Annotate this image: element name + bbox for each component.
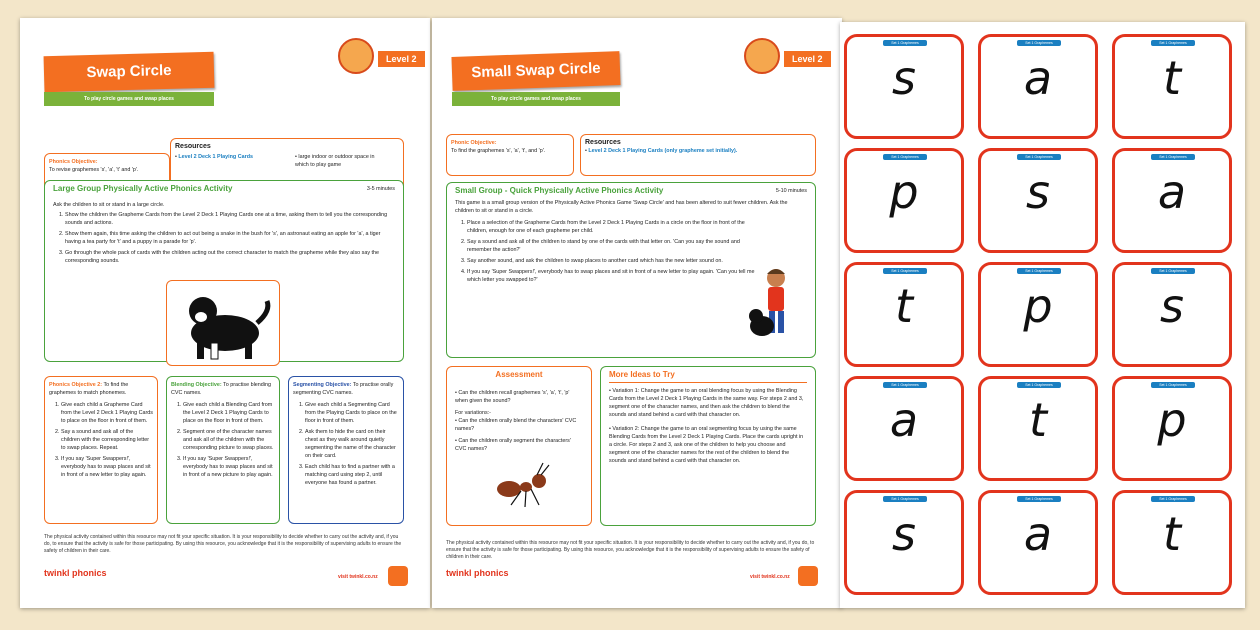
activity-time: 5-10 minutes [775, 188, 807, 194]
character-avatar-icon [338, 38, 374, 74]
resource-item: • Level 2 Deck 1 Playing Cards (only grapheme set initially). [585, 148, 738, 154]
activity-title: Large Group Physically Active Phonics Activity [53, 184, 233, 193]
segmenting-objective-box: Segmenting Objective: To practise orally segmenting CVC names. 1. Give each child a Segmenting Card from the Playing Cards to place on the floor in front of them. 2. Ask them to hide the card on their chest as they walk around quietly segmenting the name of the character on their card. 3. Each child has to find a partner with a matching card using step 2, until everyone has found a partner. [288, 376, 404, 524]
activity-step: 3. Go through the whole pack of cards with the children acting out the correct character to match the grapheme while they also say the corresponding sounds. [65, 249, 395, 265]
assessment-item: • Can the children orally segment the characters' CVC names? [455, 438, 571, 452]
activity-time: 3-5 minutes [366, 186, 395, 192]
activity-step: 2. Show them again, this time asking the children to act out being a snake in the bush for 's', an astronaut eating an apple for 'a', a tiger having a tea party for 't' and a puppy in a parade for 'p'. [65, 230, 395, 246]
blending-label: Blending Objective: [171, 382, 222, 388]
activity-title: Small Group - Quick Physically Active Phonics Activity [455, 186, 664, 195]
resources-title: Resources [175, 143, 211, 150]
page-title: Small Swap Circle [451, 51, 620, 91]
level-badge: Level 2 [784, 51, 831, 67]
grapheme-card: Set 1 Graphemes a [844, 376, 964, 481]
character-avatar-icon [744, 38, 780, 74]
blending-objective-box: Blending Objective: To practise blending CVC names. 1. Give each child a Blending Card from the Level 2 Deck 1 Playing Cards to place on the floor in front of them. 2. Segment one of the character names and ask all of the children with the corresponding picture to swap places. 3. If you say 'Super Swappers!', everybody has to swap places and sit in front of a new picture to play again. [166, 376, 280, 524]
resources-box [580, 134, 816, 176]
grapheme-card: Set 1 Graphemes t [844, 262, 964, 367]
assessment-item: • Can the children orally blend the characters' CVC names? [455, 418, 577, 432]
objective2-label: Phonics Objective 2: [49, 382, 103, 388]
segmenting-step: 3. Each child has to find a partner with a matching card using step 2, until everyone has found a partner. [305, 463, 399, 487]
boy-with-dog-illustration [742, 264, 802, 348]
assessment-variations: For variations:- [455, 410, 491, 416]
assessment-title: Assessment [495, 370, 543, 379]
resources-title: Resources [585, 139, 621, 146]
grapheme-card: Set 1 Graphemes s [1112, 262, 1232, 367]
more-ideas-title: More Ideas to Try [609, 370, 675, 379]
segmenting-label: Segmenting Objective: [293, 382, 352, 388]
objective2-step: 3. If you say 'Super Swappers!', everybody has to swap places and sit in front of a new letter to play again. [61, 455, 153, 479]
objective-text: To revise graphemes 's', 'a', 't' and 'p'. [49, 167, 139, 173]
segmenting-step: 2. Ask them to hide the card on their chest as they walk around quietly segmenting the name of the character on their card. [305, 428, 399, 460]
twinkl-phonics-logo: twinkl phonics [44, 568, 107, 578]
grapheme-card: Set 1 Graphemes s [844, 490, 964, 595]
activity-step: 1. Show the children the Grapheme Cards from the Level 2 Deck 1 Playing Cards one at a time, asking them to tell you the corresponding sounds and actions. [65, 211, 395, 227]
assessment-box [446, 366, 592, 526]
activity-step: 4. If you say 'Super Swappers!', everybody has to swap places and sit in front of a new letter to play again. 'Can you tell me which letter you swapped to?' [467, 268, 755, 284]
activity-step: 2. Say a sound and ask all of the children to stand by one of the cards with that letter on. 'Can you say the sound and remember the action?' [467, 238, 755, 254]
grapheme-card: Set 1 Graphemes t [1112, 490, 1232, 595]
blending-step: 3. If you say 'Super Swappers!', everybody has to swap places and sit in front of a new picture to play again. [183, 455, 275, 479]
objective-text: To find the graphemes 's', 'a', 't', and 'p'. [451, 148, 546, 154]
blending-step: 2. Segment one of the character names and ask all of the children with the corresponding picture to swap places. [183, 428, 275, 452]
twinkl-badge-icon [388, 566, 408, 586]
activity-step: 3. Say another sound, and ask the children to swap places to another card which has the new letter sound on. [467, 257, 755, 265]
segmenting-step: 1. Give each child a Segmenting Card from the Playing Cards to place on the floor in front of them. [305, 401, 399, 425]
phonic-objective-box [446, 134, 574, 176]
blending-step: 1. Give each child a Blending Card from the Level 2 Deck 1 Playing Cards to place on the floor in front of them. [183, 401, 275, 425]
activity-step: 1. Place a selection of the Grapheme Cards from the Level 2 Deck 1 Playing Cards in a circle on the floor in front of the children, enough for one of each grapheme per child. [467, 219, 755, 235]
activity-intro: Ask the children to sit or stand in a large circle. [53, 202, 165, 208]
activity-intro: This game is a small group version of the Physically Active Phonics Game 'Swap Circle' and has been altered to suit fewer children. Ask the children to sit or stand in a circle. [455, 200, 788, 214]
idea-item: • Variation 1: Change the game to an oral blending focus by using the Blending Cards from the Level 2 Deck 1 Playing Cards in the same way. For steps 2 and 3, segment one of the character names, and then ask the children to blend the sounds and stand behind a card with that character on. [609, 388, 804, 418]
twinkl-badge-icon [798, 566, 818, 586]
page-small-swap-circle [432, 18, 842, 608]
grapheme-card: Set 1 Graphemes a [1112, 148, 1232, 253]
objective2-step: 2. Say a sound and ask all of the children with the corresponding letter to swap places. Repeat. [61, 428, 153, 452]
assessment-item: • Can the children recall graphemes 's', 'a', 't', 'p' when given the sound? [455, 390, 570, 404]
grapheme-card: Set 1 Graphemes p [1112, 376, 1232, 481]
footer-url[interactable]: visit twinkl.co.nz [338, 574, 378, 580]
more-ideas-box [600, 366, 816, 526]
disclaimer: The physical activity contained within this resource may not fit your specific situation. It is your responsibility to decide whether to carry out the activity and, if you do, to ensure that the activity is safe for those participating. By using this resource, you acknowledge that it is the responsibility of supervising adults to ensure the safety of children in their care. [446, 540, 815, 560]
ant-illustration [491, 459, 561, 509]
phonics-objective-2-box: Phonics Objective 2: To find the graphemes to match phonemes. 1. Give each child a Grapheme Card from the Level 2 Deck 1 Playing Cards to place on the floor in front of them. 2. Say a sound and ask all of the children with the corresponding letter to swap places. Repeat. 3. If you say 'Super Swappers!', everybody has to swap places and sit in front of a new letter to play again. [44, 376, 158, 524]
resource-item: • large indoor or outdoor space in which to play game [295, 154, 375, 168]
grapheme-card: Set 1 Graphemes a [978, 490, 1098, 595]
grapheme-card: Set 1 Graphemes p [978, 262, 1098, 367]
page-subtitle: To play circle games and swap places [452, 92, 620, 106]
objective-label: Phonic Objective: [451, 140, 497, 146]
level-badge: Level 2 [378, 51, 425, 67]
grapheme-card: Set 1 Graphemes p [844, 148, 964, 253]
twinkl-phonics-logo: twinkl phonics [446, 568, 509, 578]
page-grapheme-cards [840, 22, 1245, 608]
grapheme-card: Set 1 Graphemes t [1112, 34, 1232, 139]
footer-url[interactable]: visit twinkl.co.nz [750, 574, 790, 580]
resource-item: • Level 2 Deck 1 Playing Cards [175, 154, 253, 160]
objective-label: Phonics Objective: [49, 159, 98, 165]
page-title: Swap Circle [44, 52, 215, 92]
grapheme-card: Set 1 Graphemes s [844, 34, 964, 139]
disclaimer: The physical activity contained within this resource may not fit your specific situation. It is your responsibility to decide whether to carry out the activity and, if you do, to ensure that the activity is safe for those participating. By using this resource, you acknowledge that it is the responsibility of supervising adults to ensure the safety of children in their care. [44, 534, 402, 554]
idea-item: • Variation 2: Change the game to an oral segmenting focus by using the same Blending Cards from the Level 2 Deck 1 Playing Cards. Place the cards upright in a circle. For steps 2 and 3, ask one of the children to help you choose and segment one of the character names for the rest of the children to blend the sounds and stand behind a card with that character on. [609, 426, 804, 464]
objective2-step: 1. Give each child a Grapheme Card from the Level 2 Deck 1 Playing Cards to place on the floor in front of them. [61, 401, 153, 425]
grapheme-card: Set 1 Graphemes s [978, 148, 1098, 253]
grapheme-card: Set 1 Graphemes a [978, 34, 1098, 139]
page-subtitle: To play circle games and swap places [44, 92, 214, 106]
grapheme-card: Set 1 Graphemes t [978, 376, 1098, 481]
page-swap-circle [20, 18, 430, 608]
puppy-image-frame [166, 280, 280, 366]
puppy-illustration [167, 281, 281, 367]
